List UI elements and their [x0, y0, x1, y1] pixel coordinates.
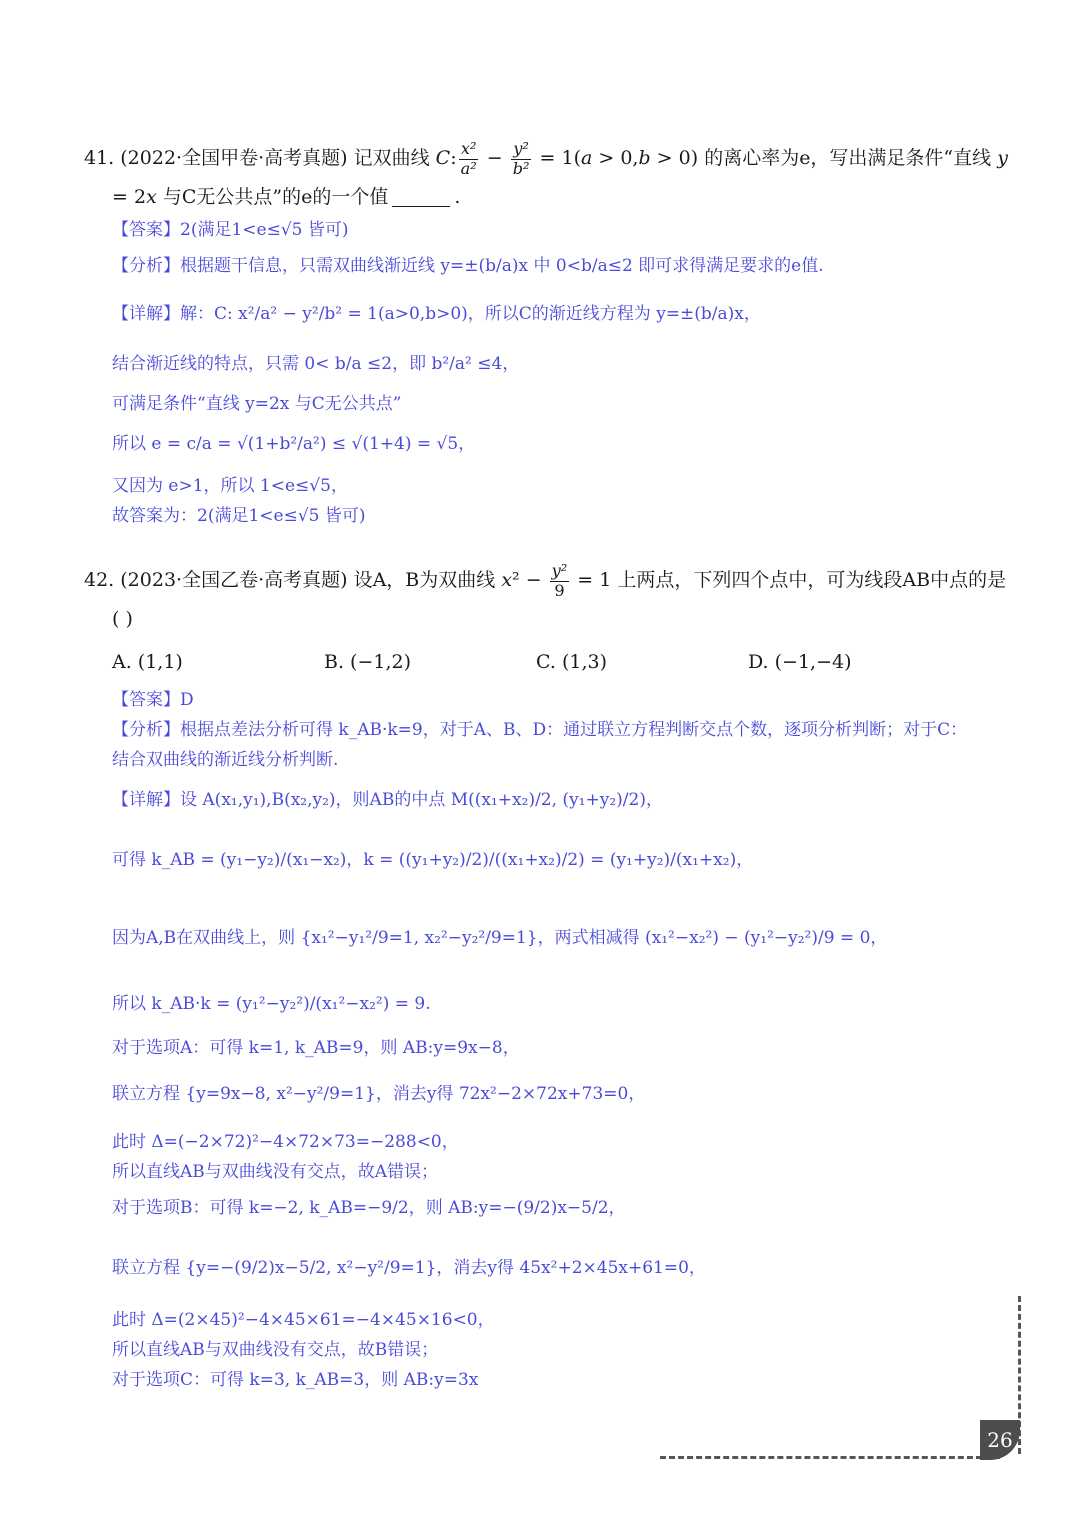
- q41-number: 41.: [84, 147, 115, 170]
- q41-detail-6: 故答案为：2(满足1<e≤√5 皆可): [112, 506, 366, 526]
- q42-detail-2: 可得 k_AB = (y₁−y₂)/(x₁−x₂)，k = ((y₁+y₂)/2)/((x₁+x₂)/2) = (y₁+y₂)/(x₁+x₂)，: [112, 850, 754, 870]
- q42-analysis-2: 结合双曲线的渐近线分析判断.: [112, 750, 339, 770]
- q42-detail-12: 所以直线AB与双曲线没有交点，故B错误；: [112, 1340, 439, 1360]
- q42-analysis-1: 【分析】根据点差法分析可得 k_AB·k=9，对于A、B、D：通过联立方程判断交点个数，逐项分析判断；对于C：: [112, 720, 968, 740]
- q41-analysis: 【分析】根据题干信息，只需双曲线渐近线 y=±(b/a)x 中 0<b/a≤2 即可求得满足要求的e值.: [112, 256, 824, 276]
- q41-stem-line-2: = 2x 与C无公共点”的e的一个值 .: [112, 186, 461, 208]
- q42-answer-paren: ( ): [112, 608, 133, 630]
- q41-stem-c: 与C无公共点”的e的一个值: [162, 186, 389, 208]
- q42-detail-4: 所以 k_AB·k = (y₁²−y₂²)/(x₁²−x₂²) = 9.: [112, 994, 431, 1014]
- q41-answer-blank: [392, 205, 450, 207]
- q42-detail-10: 联立方程 {y=−(9/2)x−5/2, x²−y²/9=1}，消去y得 45x²+2×45x+61=0，: [112, 1258, 706, 1278]
- q41-detail-4: 所以 e = c/a = √(1+b²/a²) ≤ √(1+4) = √5，: [112, 434, 476, 454]
- q42-detail-9: 对于选项B：可得 k=−2, k_AB=−9/2，则 AB:y=−(9/2)x−5/2，: [112, 1198, 626, 1218]
- q42-detail-3: 因为A,B在双曲线上，则 {x₁²−y₁²/9=1, x₂²−y₂²/9=1}，两式相减得 (x₁²−x₂²) − (y₁²−y₂²)/9 = 0，: [112, 928, 888, 948]
- q42-number: 42.: [84, 569, 115, 592]
- q41-detail-2: 结合渐近线的特点，只需 0< b/a ≤2，即 b²/a² ≤4，: [112, 354, 520, 374]
- q42-stem-line-1: 42. (2023·全国乙卷·高考真题) 设A，B为双曲线 x² − $\frac{\text{y²}}{9}$ = 1 上两点，下列四个点中，可为线段AB中点的是: [84, 561, 1007, 600]
- q42-option-d: D. (−1,−4): [748, 651, 852, 673]
- q41-detail-1: 【详解】解：C: x²/a² − y²/b² = 1(a>0,b>0)，所以C的渐近线方程为 y=±(b/a)x，: [112, 304, 761, 324]
- q42-detail-13: 对于选项C：可得 k=3, k_AB=3，则 AB:y=3x: [112, 1370, 479, 1390]
- q42-detail-8: 所以直线AB与双曲线没有交点，故A错误；: [112, 1162, 439, 1182]
- q42-option-a: A. (1,1): [112, 651, 183, 673]
- q41-detail-3: 可满足条件“直线 y=2x 与C无公共点”: [112, 394, 402, 414]
- q42-detail-1: 【详解】设 A(x₁,y₁),B(x₂,y₂)，则AB的中点 M((x₁+x₂)/2, (y₁+y₂)/2)，: [112, 790, 663, 810]
- q42-detail-6: 联立方程 {y=9x−8, x²−y²/9=1}，消去y得 72x²−2×72x+73=0，: [112, 1084, 646, 1104]
- q41-stem-b: 的离心率为e，写出满足条件“直线: [704, 147, 992, 170]
- page-border-horizontal-dashes: [660, 1456, 1000, 1459]
- q42-detail-7: 此时 Δ=(−2×72)²−4×72×73=−288<0，: [112, 1132, 459, 1152]
- q42-option-b: B. (−1,2): [324, 651, 412, 673]
- q42-option-c: C. (1,3): [536, 651, 607, 673]
- q42-detail-5: 对于选项A：可得 k=1, k_AB=9，则 AB:y=9x−8，: [112, 1038, 520, 1058]
- page-number: 26: [980, 1420, 1020, 1460]
- q42-detail-11: 此时 Δ=(2×45)²−4×45×61=−4×45×16<0，: [112, 1310, 495, 1330]
- q41-stem-a: 记双曲线: [353, 147, 430, 170]
- q42-stem-a: 设A，B为双曲线: [353, 569, 496, 592]
- q41-source: (2022·全国甲卷·高考真题): [120, 147, 348, 170]
- q41-detail-5: 又因为 e>1，所以 1<e≤√5，: [112, 476, 348, 496]
- q41-answer: 【答案】2(满足1<e≤√5 皆可): [112, 220, 349, 240]
- q41-stem-line-1: 41. (2022·全国甲卷·高考真题) 记双曲线 C: $\frac{\text{x²}}{\text{a²}}$ − $\frac{\text{y²}}{\text{b²}}$ = 1(a > 0,b > 0) 的离心率为e，写出满足条件“直线 y: [84, 139, 1008, 178]
- q42-answer: 【答案】D: [112, 690, 194, 710]
- q42-source: (2023·全国乙卷·高考真题): [120, 569, 348, 592]
- q42-stem-b: 上两点，下列四个点中，可为线段AB中点的是: [617, 569, 1007, 592]
